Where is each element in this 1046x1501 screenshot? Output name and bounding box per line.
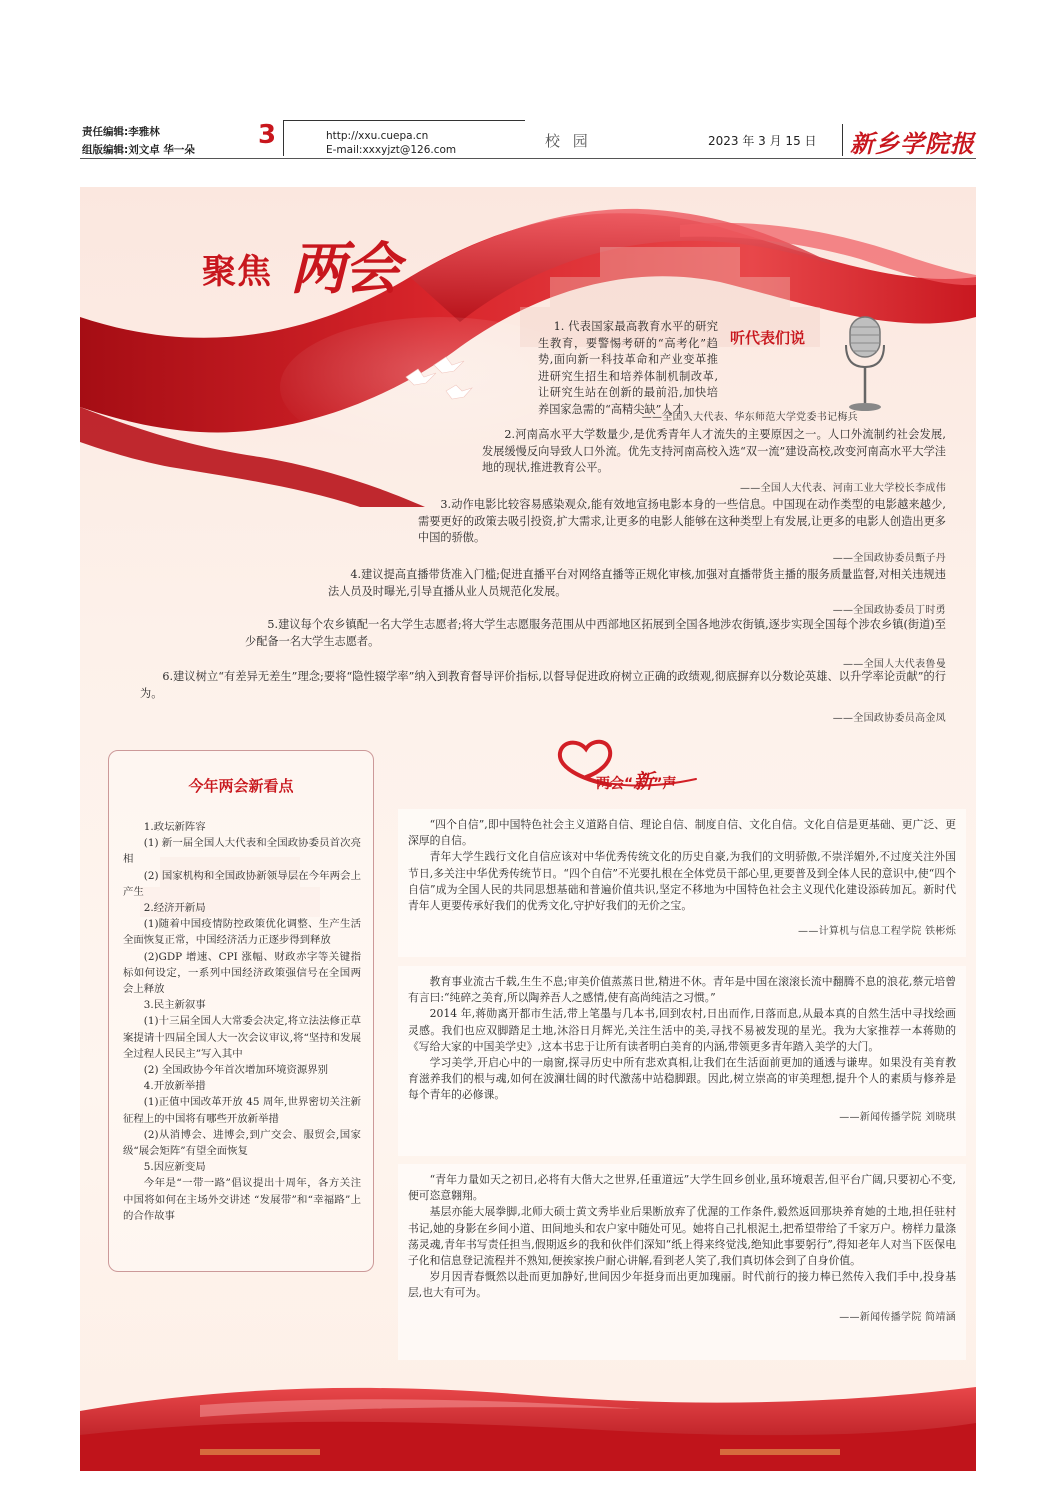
voice-2-para-3: 学习美学,开启心中的一扇窗,探寻历史中所有悲欢真相,让我们在生活面前更加的通透与谦卑。如果没有美育教育滋养我们的根与魂,如何在波澜壮阔的时代激荡中站稳脚跟。因此,树立崇高的审美理想,提升个人的素质与修养是每个青年的必修课。 bbox=[408, 1056, 956, 1102]
page-stage bbox=[80, 187, 976, 1471]
highlight-item: (2)GDP 增速、CPI 涨幅、财政赤字等关键指标如何设定，一系列中国经济政策强信号在全国两会上释放 bbox=[123, 950, 361, 996]
microphone-icon bbox=[842, 315, 888, 415]
voice-1-para-2: 青年大学生践行文化自信应该对中华优秀传统文化的历史自豪,为我们的文明骄傲,不崇洋媚外,不过度关注外国节日,多关注中华优秀传统节日。“四个自信”不光要扎根在全体党员干部心里,更要普及到全体人民的意识中,使“四个自信”成为全国人民的共同思想基础和普遍价值共识,坚定不移地为中国特色社会主义现代化建设添砖加瓦。新时代青年人更要传承好我们的优秀文化,守护好我们的无价之宝。 bbox=[408, 850, 956, 913]
website-link[interactable]: http://xxu.cuepa.cn bbox=[326, 130, 429, 142]
rep-quote-1-sig: ——全国人大代表、华东师范大学党委书记梅兵 bbox=[641, 412, 858, 423]
voice-3-para-1: “青年力量如天之初日,必将有大偕大之世界,任重道远”大学生回乡创业,虽环境艰苦,但平台广阔,只要初心不变,便可恣意翱翔。 bbox=[408, 1173, 956, 1203]
voices-title-b: 新 bbox=[633, 769, 654, 793]
highlights-list bbox=[123, 819, 361, 1224]
voice-1-para-1: “四个自信”,即中国特色社会主义道路自信、理论自信、制度自信、文化自信。文化自信是更基础、更广泛、更深厚的自信。 bbox=[408, 818, 956, 848]
editor-in-charge: 责任编辑:李雅林 bbox=[82, 126, 160, 138]
voice-2-para-2: 2014 年,蒋勋离开都市生活,带上笔墨与几本书,回到农村,日出而作,日落而息,从最本真的自然生活中寻找绘画灵感。我们也应双脚踏足土地,沐浴日月辉光,关注生活中的美,寻找不易被发现的星光。我为大家推荐一本蒋勋的《写给大家的中国美学史》,这本书忠于让所有读者明白美育的内涵,带领更多青年踏入美学的大门。 bbox=[408, 1007, 956, 1053]
rep-quote-4 bbox=[328, 567, 946, 600]
highlight-item: (1)随着中国疫情防控政策优化调整、生产生活全面恢复正常，中国经济活力正逐步得到释放 bbox=[123, 918, 361, 947]
highlight-heading: 4.开放新举措 bbox=[143, 1080, 206, 1093]
highlight-item: (2) 全国政协今年首次增加环境资源界别 bbox=[143, 1064, 329, 1077]
highlight-item: (2) 国家机构和全国政协新领导层在今年两会上产生 bbox=[123, 869, 361, 898]
bottom-ribbon-decoration bbox=[80, 1365, 976, 1471]
voice-article-2 bbox=[398, 966, 966, 1156]
page-number: 3 bbox=[258, 120, 277, 150]
rep-quote-6-sig: ——全国政协委员高金凤 bbox=[832, 713, 946, 724]
rep-quote-2-sig: ——全国人大代表、河南工业大学校长李成伟 bbox=[740, 483, 946, 494]
banner-title-part2: 两会 bbox=[290, 236, 398, 302]
highlight-heading: 3.民主新叙事 bbox=[143, 999, 206, 1012]
highlights-panel bbox=[108, 750, 374, 1272]
highlight-item: (1)十三届全国人大常委会决定,将立法法修正草案提请十四届全国人大一次会议审议,将“坚持和发展全过程人民民主”写入其中 bbox=[123, 1015, 361, 1060]
layout-editors: 组版编辑:刘文卓 华一朵 bbox=[82, 144, 195, 156]
highlight-item: (2)从消博会、进博会,到广交会、服贸会,国家级“展会矩阵”有望全面恢复 bbox=[123, 1128, 361, 1158]
rep-quote-5-text: 5.建议每个农乡镇配一名大学生志愿者;将大学生志愿服务范围从中西部地区拓展到全国各地涉农街镇,逐步实现全国每个涉农乡镇(街道)至少配备一名大学生志愿者。 bbox=[245, 618, 946, 648]
voice-2-para-1: 教育事业流古千载,生生不息;审美价值蒸蒸日世,精进不休。青年是中国在滚滚长流中翻腾不息的浪花,蔡元培曾有言曰:“纯碎之美育,所以陶养吾人之感情,使有高尚纯洁之习惯。” bbox=[408, 975, 956, 1005]
rep-quote-6-text: 6.建议树立“有差异无差生”理念;要将“隐性辍学率”纳入到教育督导评价指标,以督导促进政府树立正确的政绩观,彻底摒弃以分数论英雄、以升学率论贡献”的行为。 bbox=[140, 670, 946, 700]
rep-quote-1 bbox=[538, 319, 718, 419]
banner-title-part1: 聚焦 bbox=[202, 252, 272, 292]
rep-quote-2-text: 2.河南高水平大学数量少,是优秀青年人才流失的主要原因之一。人口外流制约社会发展,发展缓慢反向导致人口外流。优先支持河南高校入选“双一流”建设高校,改变河南高水平大学洼地的现状,推进教育公平。 bbox=[482, 428, 946, 475]
rep-quote-3-sig: ——全国政协委员甄子丹 bbox=[832, 553, 946, 564]
highlight-heading: 1.政坛新阵容 bbox=[143, 821, 206, 833]
section-label: 校 园 bbox=[545, 132, 592, 150]
highlights-title: 今年两会新看点 bbox=[188, 777, 294, 795]
rep-quote-4-sig: ——全国政协委员丁时勇 bbox=[832, 605, 946, 616]
voice-2-sig: ——新闻传播学院 刘晓琪 bbox=[839, 1111, 956, 1123]
rep-quote-6 bbox=[140, 669, 946, 702]
highlight-heading: 5.因应新变局 bbox=[143, 1161, 206, 1174]
rep-quote-4-text: 4.建议提高直播带货准入门槛;促进直播平台对网络直播等正规化审核,加强对直播带货主播的服务质量监督,对相关违规违法人员及时曝光,引导直播从业人员规范化发展。 bbox=[328, 568, 946, 598]
masthead-logo: 新乡学院报 bbox=[850, 129, 975, 158]
voice-3-para-3: 岁月因青春慨然以赴而更加静好,世间因少年挺身而出更加瑰丽。时代前行的接力棒已然传入我们手中,投身基层,也大有可为。 bbox=[408, 1270, 956, 1300]
highlight-item: (1)正值中国改革开放 45 周年,世界密切关注新征程上的中国将有哪些开放新举措 bbox=[123, 1096, 361, 1125]
rep-quote-3 bbox=[418, 497, 946, 547]
voice-3-para-2: 基层亦能大展拳脚,北师大硕士黄文秀毕业后果断放弃了优渥的工作条件,毅然返回那块养育她的土地,担任驻村书记,她的身影在乡间小道、田间地头和农户家中随处可见。她将自己扎根泥土,把希望带给了千家万户。榜样力量涤荡灵魂,青年书写责任担当,假期返乡的我和伙伴们深知“纸上得来终觉浅,绝知此事要躬行”,得知老年人对当下医保电子化和信息登记流程并不熟知,便挨家挨户耐心讲解,看到老人笑了,我们真切体会到了自身价值。 bbox=[408, 1205, 956, 1268]
doves-icon bbox=[396, 347, 486, 407]
voice-3-sig: ——新闻传播学院 简靖涵 bbox=[839, 1311, 956, 1323]
voices-title-c: ”声 bbox=[653, 776, 677, 792]
voice-1-sig: ——计算机与信息工程学院 铁彬烁 bbox=[798, 926, 956, 938]
rep-quote-5 bbox=[245, 617, 946, 650]
voices-title bbox=[596, 765, 676, 794]
email-link[interactable]: E-mail:xxxyjzt@126.com bbox=[326, 144, 457, 156]
rep-quote-5-sig: ——全国人大代表鲁曼 bbox=[843, 659, 946, 670]
issue-date: 2023 年 3 月 15 日 bbox=[708, 134, 817, 148]
voices-title-a: 两会“ bbox=[596, 776, 634, 792]
voice-article-3 bbox=[398, 1164, 966, 1360]
voice-article-1 bbox=[398, 809, 966, 957]
rep-quote-1-text: 1. 代表国家最高教育水平的研究生教育，要警惕考研的“高考化”趋势,面向新一科技革命和产业变革推进研究生招生和培养体制机制改革,让研究生站在创新的最前沿,加快培养国家急需的“高精尖缺”人才。 bbox=[538, 320, 718, 416]
rep-quote-3-text: 3.动作电影比较容易感染观众,能有效地宣扬电影本身的一些信息。中国现在动作类型的电影越来越少,需要更好的政策去吸引投资,扩大需求,让更多的电影人能够在这种类型上有发展,让更多的电影人创造出更多中国的骄傲。 bbox=[418, 498, 946, 545]
highlight-heading: 2.经济开新局 bbox=[143, 902, 206, 915]
highlight-item: (1) 新一届全国人大代表和全国政协委员首次亮相 bbox=[123, 837, 361, 866]
rep-quote-2 bbox=[482, 427, 946, 477]
highlight-item: 今年是“一带一路”倡议提出十周年，各方关注中国将如何在主场外交讲述 “发展带”和“幸福路”上的合作故事 bbox=[123, 1177, 361, 1222]
listen-section-title: 听代表们说 bbox=[730, 329, 806, 347]
